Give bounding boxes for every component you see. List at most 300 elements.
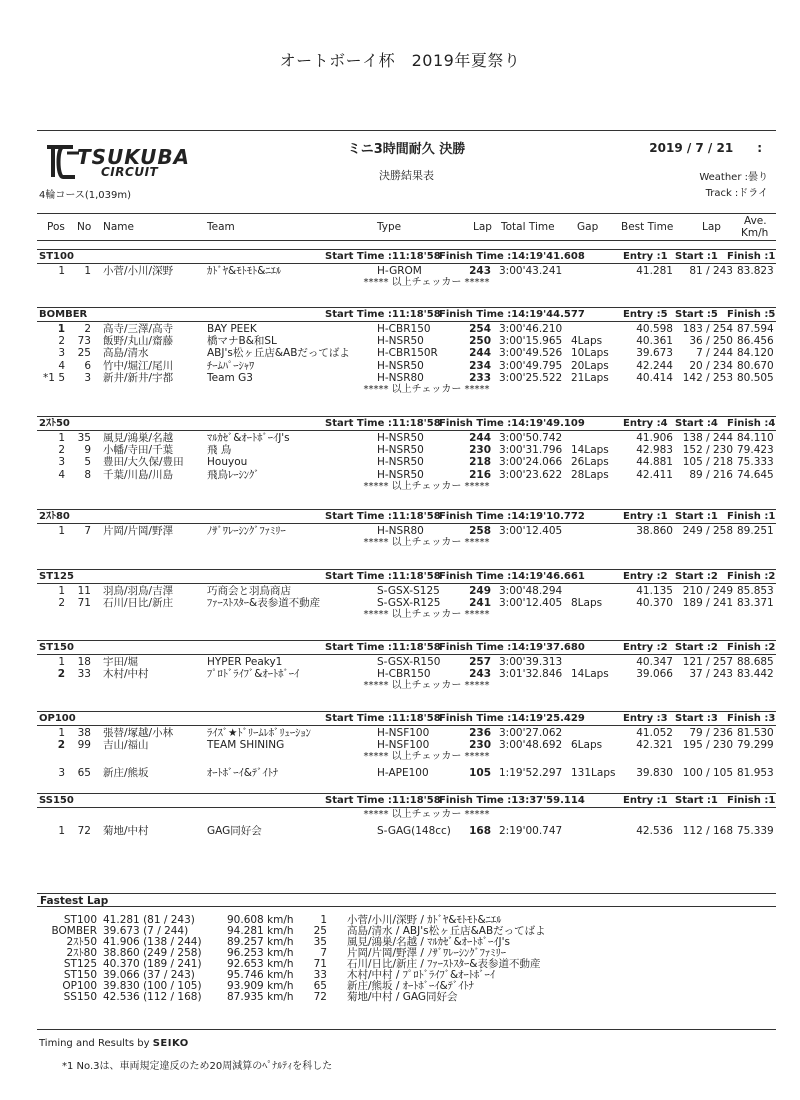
total-time-cell: 3:00'39.313: [499, 656, 563, 668]
number-cell: 33: [77, 668, 91, 681]
fastest-names: 木村/中村 / ﾌﾟﾛﾄﾞﾗｲﾌﾞ&ｵｰﾄﾎﾞｰｲ: [347, 969, 495, 981]
class-name: ST125: [39, 571, 74, 582]
class-header: [37, 249, 776, 264]
lap-cell: 230: [469, 444, 491, 457]
col-pos: Pos: [47, 221, 65, 233]
number-cell: 18: [77, 656, 91, 668]
total-time-cell: 3:00'23.622: [499, 468, 563, 481]
best-time-cell: 41.906: [636, 432, 673, 444]
type-cell: H-CBR150: [377, 668, 431, 681]
total-time-cell: 3:00'49.795: [499, 359, 563, 372]
team-cell: ﾌｧｰｽﾄｽﾀｰ&表参道不動産: [207, 597, 321, 610]
team-cell: ABJ's松ヶ丘店&ABだってばよ: [207, 347, 350, 360]
gap-cell: 4Laps: [571, 335, 603, 348]
fastest-lap-row: [37, 992, 776, 1003]
pos-cell: 2: [58, 597, 65, 610]
best-lap-cell: 249 / 258: [682, 525, 733, 537]
start-time: Start Time :11:18'58: [325, 713, 441, 724]
best-lap-cell: 36 / 250: [689, 335, 733, 348]
best-time-cell: 42.983: [636, 444, 673, 457]
type-cell: H-NSR80: [377, 525, 424, 537]
ave-speed-cell: 80.670: [737, 359, 774, 372]
finish-count: Finish :2: [727, 571, 776, 582]
lap-cell: 244: [469, 347, 491, 360]
best-lap-cell: 81 / 243: [689, 265, 733, 277]
result-row: [37, 668, 776, 680]
best-lap-cell: 121 / 257: [682, 656, 733, 668]
fastest-speed: 92.653 km/h: [227, 958, 294, 970]
ave-speed-cell: 88.685: [737, 656, 774, 668]
ave-speed-cell: 83.371: [737, 597, 774, 610]
course-info: 4輪コース(1,039m): [39, 190, 132, 201]
fastest-time: 39.066 (37 / 243): [103, 969, 195, 981]
column-header: [37, 213, 776, 241]
logo-brand: TSUKUBA: [77, 145, 191, 169]
best-time-cell: 39.673: [636, 347, 673, 360]
pos-cell: 3: [58, 456, 65, 469]
result-row: [37, 525, 776, 537]
fastest-class: BOMBER: [51, 925, 97, 937]
checker-line: ***** 以上チェッカー *****: [363, 809, 490, 820]
name-cell: 新井/新井/宇都: [103, 371, 174, 384]
total-time-cell: 3:00'50.742: [499, 432, 563, 444]
team-cell: ﾏﾙｶｾﾞ&ｵｰﾄﾎﾞｰｲJ's: [207, 432, 290, 444]
number-cell: 5: [84, 456, 91, 469]
col-lap: Lap: [473, 221, 492, 233]
fastest-speed: 94.281 km/h: [227, 925, 294, 937]
finish-count: Finish :1: [727, 251, 776, 262]
total-time-cell: 3:01'32.846: [499, 668, 563, 681]
gap-cell: 26Laps: [571, 456, 609, 469]
result-row: [37, 265, 776, 277]
ave-speed-cell: 74.645: [737, 468, 774, 481]
col-name: Name: [103, 221, 134, 233]
total-time-cell: 3:00'46.210: [499, 323, 563, 335]
footnote: *1 No.3は、車両規定違反のため20周減算のﾍﾟﾅﾙﾃｨを科した: [62, 1061, 333, 1072]
name-cell: 菊地/中村: [103, 825, 149, 837]
number-cell: 6: [84, 359, 91, 372]
fastest-class: OP100: [62, 980, 97, 992]
finish-time: Finish Time :14:19'44.577: [439, 309, 585, 320]
lap-cell: 250: [469, 335, 491, 348]
result-row: [37, 347, 776, 359]
fastest-speed: 95.746 km/h: [227, 969, 294, 981]
fastest-speed: 93.909 km/h: [227, 980, 294, 992]
team-cell: HYPER Peaky1: [207, 656, 283, 668]
entry-count: Entry :3: [623, 713, 668, 724]
pos-cell: 1: [58, 432, 65, 444]
result-row: [37, 739, 776, 751]
fastest-speed: 90.608 km/h: [227, 914, 294, 926]
start-time: Start Time :11:18'58: [325, 511, 441, 522]
best-time-cell: 40.370: [636, 597, 673, 610]
number-cell: 8: [84, 468, 91, 481]
fastest-time: 39.673 (7 / 244): [103, 925, 189, 937]
number-cell: 65: [77, 767, 91, 780]
ave-speed-cell: 79.299: [737, 739, 774, 752]
start-time: Start Time :11:18'58: [325, 571, 441, 582]
entry-count: Entry :1: [623, 251, 668, 262]
best-time-cell: 42.321: [636, 739, 673, 752]
best-lap-cell: 142 / 253: [682, 371, 733, 384]
fastest-number: 71: [313, 958, 327, 970]
fastest-number: 72: [313, 991, 327, 1003]
page-title: オートボーイ杯 2019年夏祭り: [279, 51, 521, 70]
best-time-cell: 40.414: [636, 371, 673, 384]
result-row: [37, 825, 776, 837]
best-lap-cell: 79 / 236: [689, 727, 733, 739]
checker-line: ***** 以上チェッカー *****: [363, 277, 490, 289]
best-time-cell: 44.881: [636, 456, 673, 469]
best-time-cell: 40.361: [636, 335, 673, 348]
results-sheet: [37, 130, 776, 1072]
fastest-number: 65: [313, 980, 327, 992]
sheet-bottom-rule: [37, 1029, 776, 1030]
fastest-number: 7: [320, 947, 327, 959]
class-header: [37, 640, 776, 655]
team-cell: ﾗｲｽﾞ★ﾄﾞﾘｰﾑﾚﾎﾞﾘｭｰｼｮﾝ: [207, 727, 311, 739]
total-time-cell: 3:00'48.294: [499, 585, 563, 597]
finish-count: Finish :5: [727, 309, 776, 320]
fastest-class: 2ｽﾄ50: [66, 936, 97, 948]
name-cell: 新庄/熊坂: [103, 767, 149, 780]
pos-cell: 1: [58, 525, 65, 537]
team-cell: 飛 鳥: [207, 444, 232, 457]
best-lap-cell: 189 / 241: [682, 597, 733, 610]
best-lap-cell: 210 / 249: [682, 585, 733, 597]
timing-prefix: Timing and Results by: [39, 1038, 150, 1049]
best-lap-cell: 112 / 168: [682, 825, 733, 837]
pos-cell: 3: [58, 347, 65, 360]
number-cell: 71: [77, 597, 91, 610]
fastest-names: 風見/鴻巣/名越 / ﾏﾙｶｾﾞ&ｵｰﾄﾎﾞｰｲJ's: [347, 936, 510, 948]
best-time-cell: 42.536: [636, 825, 673, 837]
name-cell: 張替/塚越/小林: [103, 727, 174, 739]
finish-count: Finish :3: [727, 713, 776, 724]
fastest-names: 小菅/小川/深野 / ｶﾄﾞﾔ&ﾓﾄﾓﾄ&ﾆｴﾙ: [347, 914, 502, 926]
type-cell: H-APE100: [377, 767, 429, 780]
type-cell: S-GAG(148cc): [377, 825, 451, 837]
total-time-cell: 3:00'48.692: [499, 739, 563, 752]
finish-count: Finish :4: [727, 418, 776, 429]
fastest-names: 石川/日比/新庄 / ﾌｧｰｽﾄｽﾀｰ&表参道不動産: [347, 958, 541, 970]
pos-cell: 1: [58, 585, 65, 597]
fastest-names: 高島/清水 / ABJ's松ヶ丘店&ABだってばよ: [347, 925, 546, 937]
timing-credit: [39, 1038, 189, 1049]
subtitle: 決勝結果表: [379, 169, 434, 182]
fastest-class: SS150: [63, 991, 97, 1003]
fastest-time: 42.536 (112 / 168): [103, 991, 202, 1003]
ave-speed-cell: 75.339: [737, 825, 774, 837]
class-name: BOMBER: [39, 309, 88, 320]
total-time-cell: 3:00'24.066: [499, 456, 563, 469]
name-cell: 片岡/片岡/野澤: [103, 525, 174, 537]
entry-count: Entry :1: [623, 511, 668, 522]
total-time-cell: 3:00'31.796: [499, 444, 563, 457]
col-best-time: Best Time: [621, 221, 674, 233]
class-header: [37, 569, 776, 584]
start-count: Start :1: [675, 795, 718, 806]
name-cell: 豊田/大久保/豊田: [103, 456, 184, 469]
lap-cell: 168: [469, 825, 491, 837]
ave-speed-cell: 83.823: [737, 265, 774, 277]
total-time-cell: 3:00'15.965: [499, 335, 563, 348]
result-row: [37, 585, 776, 597]
class-name: 2ｽﾄ80: [39, 511, 70, 522]
type-cell: H-GROM: [377, 265, 422, 277]
best-lap-cell: 100 / 105: [682, 767, 733, 780]
fastest-number: 33: [313, 969, 327, 981]
fastest-time: 40.370 (189 / 241): [103, 958, 202, 970]
gap-cell: 131Laps: [571, 767, 616, 780]
type-cell: H-NSF100: [377, 727, 430, 739]
event-title: ミニ3時間耐久 決勝: [347, 142, 466, 157]
best-time-cell: 38.860: [636, 525, 673, 537]
result-row: [37, 727, 776, 739]
lap-cell: 241: [469, 597, 491, 610]
ave-speed-cell: 81.530: [737, 727, 774, 739]
finish-time: Finish Time :14:19'25.429: [439, 713, 585, 724]
total-time-cell: 1:19'52.297: [499, 767, 563, 780]
finish-count: Finish :1: [727, 795, 776, 806]
type-cell: S-GSX-R125: [377, 597, 441, 610]
entry-count: Entry :1: [623, 795, 668, 806]
fastest-time: 39.830 (100 / 105): [103, 980, 202, 992]
result-row: [37, 323, 776, 335]
best-time-cell: 42.244: [636, 359, 673, 372]
pos-cell: 3: [58, 767, 65, 780]
number-cell: 99: [77, 739, 91, 752]
finish-time: Finish Time :13:37'59.114: [439, 795, 585, 806]
lap-cell: 230: [469, 739, 491, 752]
finish-time: Finish Time :14:19'37.680: [439, 642, 585, 653]
class-name: 2ｽﾄ50: [39, 418, 70, 429]
team-cell: ﾁｰﾑﾊﾟｰｼｬﾜ: [207, 359, 255, 372]
team-cell: TEAM SHINING: [207, 739, 285, 752]
name-cell: 宇田/堀: [103, 656, 139, 668]
number-cell: 25: [77, 347, 91, 360]
finish-time: Finish Time :14:19'49.109: [439, 418, 585, 429]
lap-cell: 257: [469, 656, 491, 668]
best-time-cell: 41.281: [636, 265, 673, 277]
name-cell: 木村/中村: [103, 668, 149, 681]
fastest-time: 38.860 (249 / 258): [103, 947, 202, 959]
type-cell: H-NSR80: [377, 371, 424, 384]
team-cell: 飛鳥ﾚｰｼﾝｸﾞ: [207, 468, 260, 481]
name-cell: 石川/日比/新庄: [103, 597, 174, 610]
team-cell: ﾉｻﾞﾜﾚｰｼﾝｸﾞﾌｧﾐﾘｰ: [207, 525, 286, 537]
pos-cell: 1: [58, 265, 65, 277]
gap-cell: 8Laps: [571, 597, 603, 610]
class-header: [37, 509, 776, 524]
start-count: Start :2: [675, 571, 718, 582]
start-time: Start Time :11:18'58: [325, 642, 441, 653]
start-count: Start :2: [675, 642, 718, 653]
entry-count: Entry :5: [623, 309, 668, 320]
number-cell: 3: [84, 371, 91, 384]
best-time-cell: 42.411: [636, 468, 673, 481]
result-row: [37, 656, 776, 668]
lap-cell: 234: [469, 359, 491, 372]
result-row: [37, 372, 776, 384]
result-row: [37, 432, 776, 444]
team-cell: GAG同好会: [207, 825, 262, 837]
ave-speed-cell: 87.594: [737, 323, 774, 335]
fastest-names: 新庄/熊坂 / ｵｰﾄﾎﾞｰｲ&ﾃﾞｲﾄﾅ: [347, 980, 474, 992]
pos-cell: 1: [58, 727, 65, 739]
type-cell: S-GSX-S125: [377, 585, 440, 597]
result-row: [37, 335, 776, 347]
logo-sub: CIRCUIT: [101, 165, 159, 179]
number-cell: 11: [77, 585, 91, 597]
gap-cell: 14Laps: [571, 668, 609, 681]
best-lap-cell: 138 / 244: [682, 432, 733, 444]
start-time: Start Time :11:18'58: [325, 418, 441, 429]
entry-count: Entry :2: [623, 642, 668, 653]
checker-line: ***** 以上チェッカー *****: [363, 480, 490, 492]
fastest-speed: 87.935 km/h: [227, 991, 294, 1003]
fastest-names: 菊地/中村 / GAG同好会: [347, 991, 458, 1003]
name-cell: 高寺/三澤/高寺: [103, 323, 174, 335]
name-cell: 風見/鴻巣/名越: [103, 432, 174, 444]
fastest-names: 片岡/片岡/野澤 / ﾉｻﾞﾜﾚｰｼﾝｸﾞﾌｧﾐﾘｰ: [347, 947, 507, 959]
type-cell: H-NSR50: [377, 444, 424, 457]
number-cell: 38: [77, 727, 91, 739]
checker-line: ***** 以上チェッカー *****: [363, 680, 490, 692]
finish-count: Finish :2: [727, 642, 776, 653]
weather: Weather :曇り: [699, 172, 768, 183]
ave-speed-cell: 75.333: [737, 456, 774, 469]
lap-cell: 216: [469, 468, 491, 481]
ave-speed-cell: 86.456: [737, 335, 774, 348]
col-best-lap: Lap: [702, 221, 721, 233]
best-lap-cell: 20 / 234: [689, 359, 733, 372]
pos-cell: 2: [58, 444, 65, 457]
total-time-cell: 3:00'27.062: [499, 727, 563, 739]
number-cell: 72: [77, 825, 91, 837]
track-condition: Track :ドライ: [705, 188, 768, 199]
number-cell: 1: [84, 265, 91, 277]
fastest-lap-title: Fastest Lap: [37, 893, 776, 907]
number-cell: 9: [84, 444, 91, 457]
team-cell: 橋マナB&和SL: [207, 335, 277, 348]
total-time-cell: 3:00'43.241: [499, 265, 563, 277]
checker-line: ***** 以上チェッカー *****: [363, 751, 490, 763]
ave-speed-cell: 84.120: [737, 347, 774, 360]
lap-cell: 244: [469, 432, 491, 444]
type-cell: H-CBR150R: [377, 347, 438, 360]
ave-speed-cell: 81.953: [737, 767, 774, 780]
best-lap-cell: 89 / 216: [689, 468, 733, 481]
ave-speed-cell: 79.423: [737, 444, 774, 457]
fastest-class: ST100: [63, 914, 97, 926]
start-count: Start :5: [675, 309, 718, 320]
fastest-number: 1: [320, 914, 327, 926]
ave-speed-cell: 85.853: [737, 585, 774, 597]
class-header: [37, 711, 776, 726]
gap-cell: 6Laps: [571, 739, 603, 752]
class-name: SS150: [39, 795, 74, 806]
result-row: [37, 444, 776, 456]
fastest-class: ST150: [63, 969, 97, 981]
fastest-time: 41.906 (138 / 244): [103, 936, 202, 948]
gap-cell: 28Laps: [571, 468, 609, 481]
number-cell: 7: [84, 525, 91, 537]
start-count: Start :1: [675, 251, 718, 262]
gap-cell: 20Laps: [571, 359, 609, 372]
team-cell: BAY PEEK: [207, 323, 257, 335]
lap-cell: 233: [469, 371, 491, 384]
gap-cell: 21Laps: [571, 371, 609, 384]
finish-time: Finish Time :14:19'41.608: [439, 251, 585, 262]
result-row: [37, 597, 776, 609]
best-time-cell: 39.830: [636, 767, 673, 780]
start-count: Start :4: [675, 418, 718, 429]
entry-count: Entry :2: [623, 571, 668, 582]
total-time-cell: 3:00'12.405: [499, 525, 563, 537]
class-header: [37, 416, 776, 431]
team-cell: 巧商会と羽鳥商店: [207, 585, 291, 597]
total-time-cell: 3:00'12.405: [499, 597, 563, 610]
fastest-number: 25: [313, 925, 327, 937]
fastest-class: 2ｽﾄ80: [66, 947, 97, 959]
result-row: [37, 767, 776, 779]
finish-time: Finish Time :14:19'10.772: [439, 511, 585, 522]
ave-speed-cell: 80.505: [737, 371, 774, 384]
total-time-cell: 3:00'25.522: [499, 371, 563, 384]
pos-cell: *1 5: [43, 371, 65, 384]
type-cell: H-NSR50: [377, 335, 424, 348]
best-lap-cell: 183 / 254: [682, 323, 733, 335]
name-cell: 飯野/丸山/齋藤: [103, 335, 174, 348]
pos-cell: 1: [58, 825, 65, 837]
lap-cell: 218: [469, 456, 491, 469]
ave-speed-cell: 89.251: [737, 525, 774, 537]
pos-cell: 2: [57, 668, 65, 681]
team-cell: ﾌﾟﾛﾄﾞﾗｲﾌﾞ&ｵｰﾄﾎﾞｰｲ: [207, 668, 300, 681]
type-cell: S-GSX-R150: [377, 656, 441, 668]
team-cell: Houyou: [207, 456, 248, 469]
lap-cell: 236: [469, 727, 491, 739]
name-cell: 羽鳥/羽鳥/吉澤: [103, 585, 174, 597]
pos-cell: 4: [58, 468, 65, 481]
number-cell: 73: [77, 335, 91, 348]
team-cell: ｶﾄﾞﾔ&ﾓﾄﾓﾄ&ﾆｴﾙ: [207, 265, 282, 277]
name-cell: 小幡/寺田/千葉: [103, 444, 174, 457]
ave-speed-cell: 83.442: [737, 668, 774, 681]
best-lap-cell: 152 / 230: [682, 444, 733, 457]
pos-cell: 2: [58, 335, 65, 348]
name-cell: 高島/清水: [103, 347, 149, 360]
team-cell: ｵｰﾄﾎﾞｰｲ&ﾃﾞｲﾄﾅ: [207, 767, 279, 780]
best-lap-cell: 37 / 243: [689, 668, 733, 681]
col-no: No: [77, 221, 92, 233]
col-kmh: Km/h: [741, 227, 769, 239]
lap-cell: 105: [469, 767, 491, 780]
finish-count: Finish :1: [727, 511, 776, 522]
type-cell: H-CBR150: [377, 323, 431, 335]
best-time-cell: 40.598: [636, 323, 673, 335]
name-cell: 千葉/川島/川島: [103, 468, 174, 481]
best-lap-cell: 7 / 244: [696, 347, 733, 360]
col-gap: Gap: [577, 221, 599, 233]
gap-cell: 10Laps: [571, 347, 609, 360]
lap-cell: 258: [469, 525, 491, 537]
name-cell: 小菅/小川/深野: [103, 265, 174, 277]
result-row: [37, 469, 776, 481]
result-row: [37, 360, 776, 372]
pos-cell: 1: [58, 656, 65, 668]
